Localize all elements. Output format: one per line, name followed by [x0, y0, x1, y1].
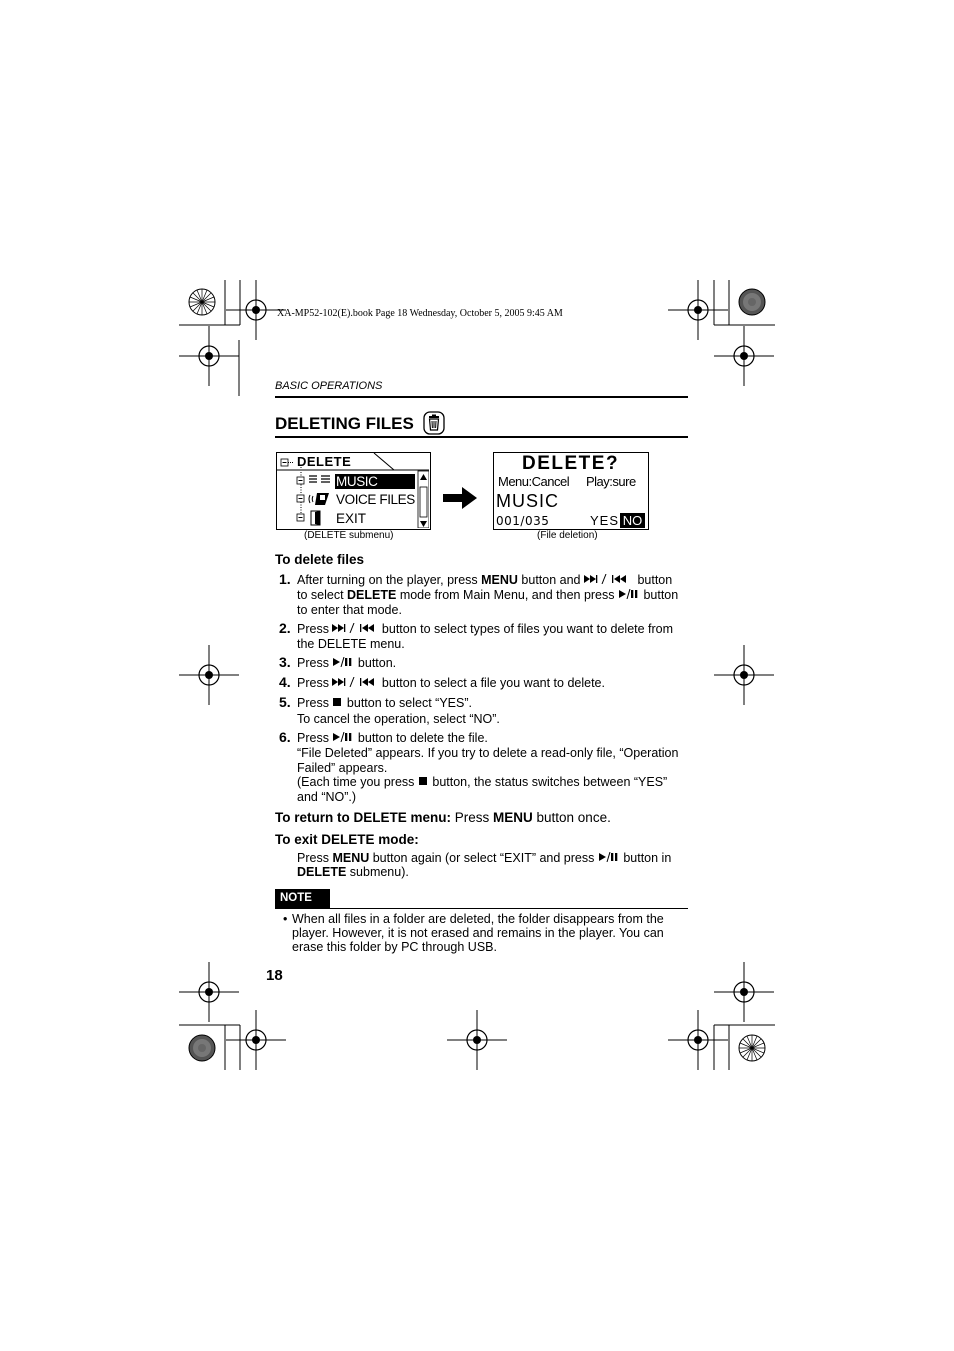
step-1-line-3: to enter that mode.: [297, 603, 402, 617]
text: (Each time you press: [297, 775, 418, 789]
deletion-caption: (File deletion): [537, 530, 598, 541]
text: mode from Main Menu, and then press: [396, 588, 618, 602]
procedure-heading: To delete files: [275, 552, 365, 567]
note-badge: NOTE: [275, 889, 330, 909]
delete-key: DELETE: [297, 865, 347, 879]
page-number: 18: [266, 967, 283, 984]
file-type: MUSIC: [496, 491, 559, 511]
text: Press: [297, 731, 333, 745]
print-header: XA-MP52-102(E).book Page 18 Wednesday, October 5, 2005 9:45 AM: [277, 308, 563, 319]
step-3-number: 3.: [279, 654, 291, 670]
text: Press: [451, 810, 494, 825]
hint-sure: Play:sure: [586, 474, 636, 489]
section-rule: [275, 396, 688, 398]
yes-option[interactable]: YES: [590, 513, 620, 528]
text: button in: [619, 851, 672, 865]
text: After turning on the player, press: [297, 573, 482, 587]
exit-mode-line-1: [297, 851, 671, 866]
note-rule: [275, 908, 688, 909]
step-4-line-1: [297, 676, 605, 691]
step-6-line-5: and “NO”.): [297, 790, 357, 804]
step-6-line-1: [297, 731, 488, 746]
text: button to select types of files you want to delete from: [378, 622, 674, 636]
menu-key: MENU: [481, 573, 518, 587]
menu-key: MENU: [332, 851, 370, 865]
next-prev-icon: [584, 574, 634, 584]
stop-icon: [418, 776, 429, 786]
submenu-caption: (DELETE submenu): [304, 530, 394, 541]
section-label: BASIC OPERATIONS: [275, 380, 383, 392]
voice-files-icon: [309, 493, 329, 505]
step-5-line-2: To cancel the operation, select “NO”.: [297, 712, 500, 726]
file-counter: 001/035: [496, 514, 550, 528]
text: Press: [297, 676, 333, 690]
text: Press: [297, 656, 333, 670]
exit-icon: [311, 511, 320, 525]
text: Press: [297, 622, 333, 636]
step-1-number: 1.: [279, 571, 291, 587]
menu-key: MENU: [493, 810, 533, 825]
text: Press: [297, 696, 333, 710]
delete-submenu-screen: [276, 452, 431, 530]
note-line-1: When all files in a folder are deleted, the folder disappears from the: [292, 912, 664, 926]
title-rule: [275, 436, 688, 438]
step-3-line-1: [297, 656, 396, 671]
play-pause-icon: [332, 657, 354, 667]
exit-mode-heading: To exit DELETE mode:: [275, 832, 419, 847]
note-bullet: •: [283, 912, 288, 926]
step-2-number: 2.: [279, 620, 291, 636]
step-5-number: 5.: [279, 694, 291, 710]
step-2-line-2: the DELETE menu.: [297, 637, 405, 651]
step-6-line-4: [297, 775, 667, 790]
exit-mode-line-2: [297, 865, 409, 880]
play-pause-icon: [598, 852, 620, 862]
step-1-line-1: [297, 573, 672, 588]
no-option[interactable]: NO: [620, 513, 645, 528]
submenu-item-voice-files[interactable]: VOICE FILES: [336, 492, 415, 507]
step-5-line-1: [297, 696, 472, 711]
step-1-line-2: [297, 588, 678, 603]
next-prev-icon: [332, 623, 378, 633]
play-pause-icon: [332, 732, 354, 742]
note-line-3: erase this folder by PC through USB.: [292, 940, 497, 954]
text: button: [633, 573, 673, 587]
text: button once.: [532, 810, 611, 825]
arrow-right-icon: [443, 487, 477, 509]
step-4-number: 4.: [279, 674, 291, 690]
step-6-line-3: Failed” appears.: [297, 761, 388, 775]
next-prev-icon: [332, 677, 378, 687]
file-deletion-screen: [493, 452, 649, 530]
text: button.: [354, 656, 397, 670]
step-6-number: 6.: [279, 729, 291, 745]
step-2-line-1: [297, 622, 673, 637]
page-title: DELETING FILES: [275, 414, 414, 433]
hint-cancel: Menu:Cancel: [498, 474, 570, 489]
step-6-line-2: “File Deleted” appears. If you try to delete a read-only file, “Operation: [297, 746, 679, 760]
text: button to select “YES”.: [343, 696, 472, 710]
text: button to delete the file.: [354, 731, 488, 745]
text: to select: [297, 588, 348, 602]
confirm-title: DELETE?: [522, 453, 620, 474]
submenu-item-exit[interactable]: EXIT: [336, 511, 367, 526]
submenu-header: DELETE: [297, 454, 352, 469]
return-menu-line: [275, 810, 611, 825]
return-menu-label: To return to DELETE menu:: [275, 810, 451, 825]
text: button, the status switches between “YES”: [428, 775, 668, 789]
text: Press: [297, 851, 333, 865]
play-pause-icon: [618, 589, 640, 599]
music-files-icon: [308, 474, 332, 486]
stop-icon: [332, 697, 343, 707]
text: button to select a file you want to delete.: [378, 676, 605, 690]
text: submenu).: [346, 865, 409, 879]
text: button again (or select “EXIT” and press: [369, 851, 598, 865]
note-line-2: player. However, it is not erased and remains in the player. You can: [292, 926, 664, 940]
text: button: [639, 588, 679, 602]
delete-key: DELETE: [347, 588, 397, 602]
submenu-item-music-files[interactable]: MUSIC: [335, 474, 415, 489]
text: button and: [517, 573, 584, 587]
trash-can-icon: [423, 411, 445, 435]
